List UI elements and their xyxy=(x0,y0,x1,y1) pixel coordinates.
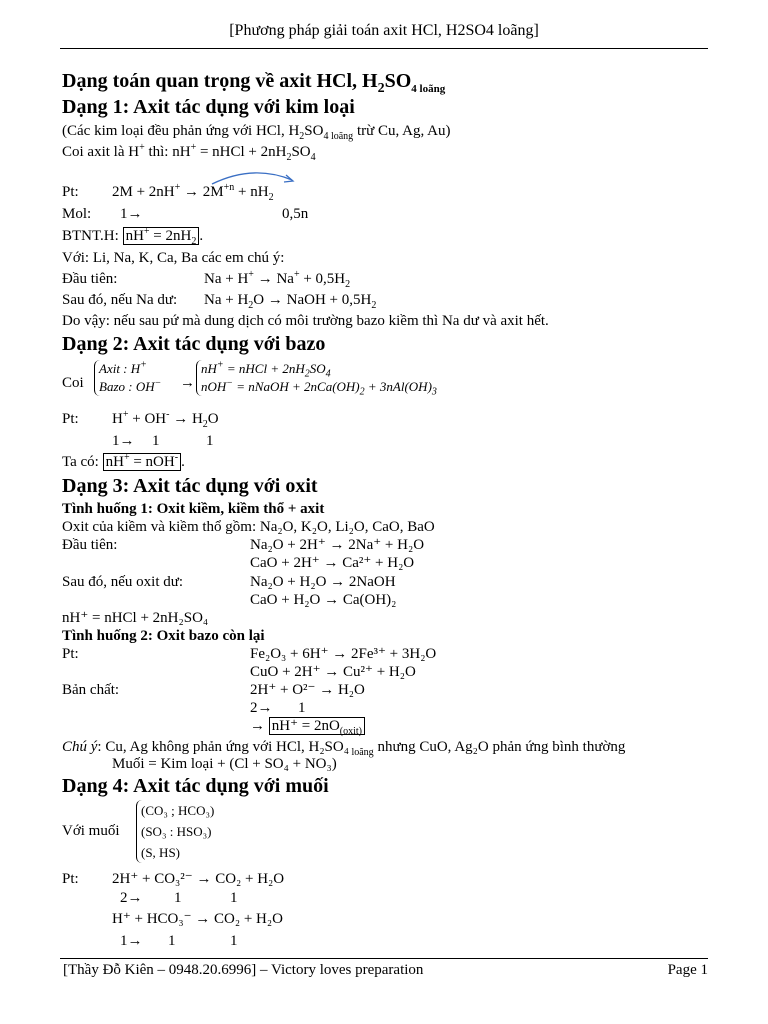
d1-heading: Dạng 1: Axit tác dụng với kim loại xyxy=(62,96,355,118)
page-number: Page 1 xyxy=(667,962,708,978)
d1-btnt: BTNT.H: $nH^+ = 2nH_2$ . xyxy=(62,226,204,247)
taco-box: nH+ = nOH- xyxy=(103,453,181,471)
d1-coi: Coi axit là H+ thì: nH+ = nHCl + $2nH_2SO_4$ xyxy=(62,142,316,163)
d1-dautien: Đầu tiên: $Na + H^+ \to Na^+ + 0,5H_2$ xyxy=(62,269,351,290)
d1-mol: Mol: 1→ 0,5n xyxy=(62,206,309,222)
page-footer xyxy=(63,962,708,979)
header-divider xyxy=(60,48,708,49)
d3-heading: Dạng 3: Axit tác dụng với oxit xyxy=(62,475,318,497)
d2-heading: Dạng 2: Axit tác dụng với bazo xyxy=(62,333,326,355)
footer-author: [Thầy Đỗ Kiên – 0948.20.6996] – Victory loves preparation xyxy=(63,962,424,978)
arrow-icon: → xyxy=(180,375,195,391)
d3-chuy: Chú ý: Cu, Ag không phản ứng với HCl, H₂SO₄ $_{loãng}$ nhưng CuO, Ag₂O phản ứng bình thường xyxy=(62,739,626,758)
d2-taco: Ta có: nH+ = nOH- . xyxy=(62,452,185,470)
d3-nh: nH⁺ = nHCl + 2nH₂SO₄ xyxy=(62,610,209,626)
d4-heading: Dạng 4: Axit tác dụng với muối xyxy=(62,775,329,797)
d1-note: (Các kim loại đều phản ứng với HCl, $H_2SO_{4 loãng}$ trừ Cu, Ag, Au) xyxy=(62,123,451,142)
d3-th2: Tình huống 2: Oxit bazo còn lại xyxy=(62,628,265,644)
d3-muoi: Muối = Kim loại + (Cl + SO₄ + NO₃) xyxy=(112,756,337,772)
d3-th1: Tình huống 1: Oxit kiềm, kiềm thổ + axit xyxy=(62,501,325,517)
rule-box: $nH^+ = 2nO_{(oxit)}$ xyxy=(269,717,365,735)
page-header: [Phương pháp giải toán axit HCl, H2SO4 loãng] xyxy=(229,22,539,39)
d1-dovay: Do vậy: nếu sau pứ mà dung dịch có môi trường bazo kiềm thì Na dư và axit hết. xyxy=(62,313,549,329)
doc-title: Dạng toán quan trọng về axit HCl, $H_2SO_{4 loãng}$ xyxy=(62,70,446,96)
d1-pt: Pt: $2M + 2nH^+ \to 2M^{+n} + nH_2$ xyxy=(62,182,274,203)
d4-pt: Pt: 2H⁺ + CO₃²⁻ → CO₂ + H₂O xyxy=(62,871,285,887)
d3-dautien: Đầu tiên: Na₂O + 2H⁺ → 2Na⁺ + H₂O xyxy=(62,537,425,553)
d3-sauddo: Sau đó, nếu oxit dư: Na₂O + H₂O → 2NaOH xyxy=(62,574,396,590)
d2-pt: Pt: $H^+ + OH^- \to H_2O$ xyxy=(62,409,219,430)
btnt-box: $nH^+ = 2nH_2$ xyxy=(123,227,200,245)
d3-pt: Pt: Fe₂O₃ + 6H⁺ → 2Fe³⁺ + 3H₂O xyxy=(62,646,437,662)
d3-oxit-list: Oxit của kiềm và kiềm thổ gồm: Na₂O, K₂O, Li₂O, CaO, BaO xyxy=(62,519,435,535)
d3-banchat: Bản chất: 2H⁺ + O²⁻ → H₂O xyxy=(62,682,365,698)
d1-sauddo: Sau đó, nếu Na dư: $Na + H_2O$ → NaOH + $0,5H_2$ xyxy=(62,292,377,311)
d1-voi: Với: Li, Na, K, Ca, Ba các em chú ý: xyxy=(62,250,285,266)
footer-divider xyxy=(60,958,708,959)
